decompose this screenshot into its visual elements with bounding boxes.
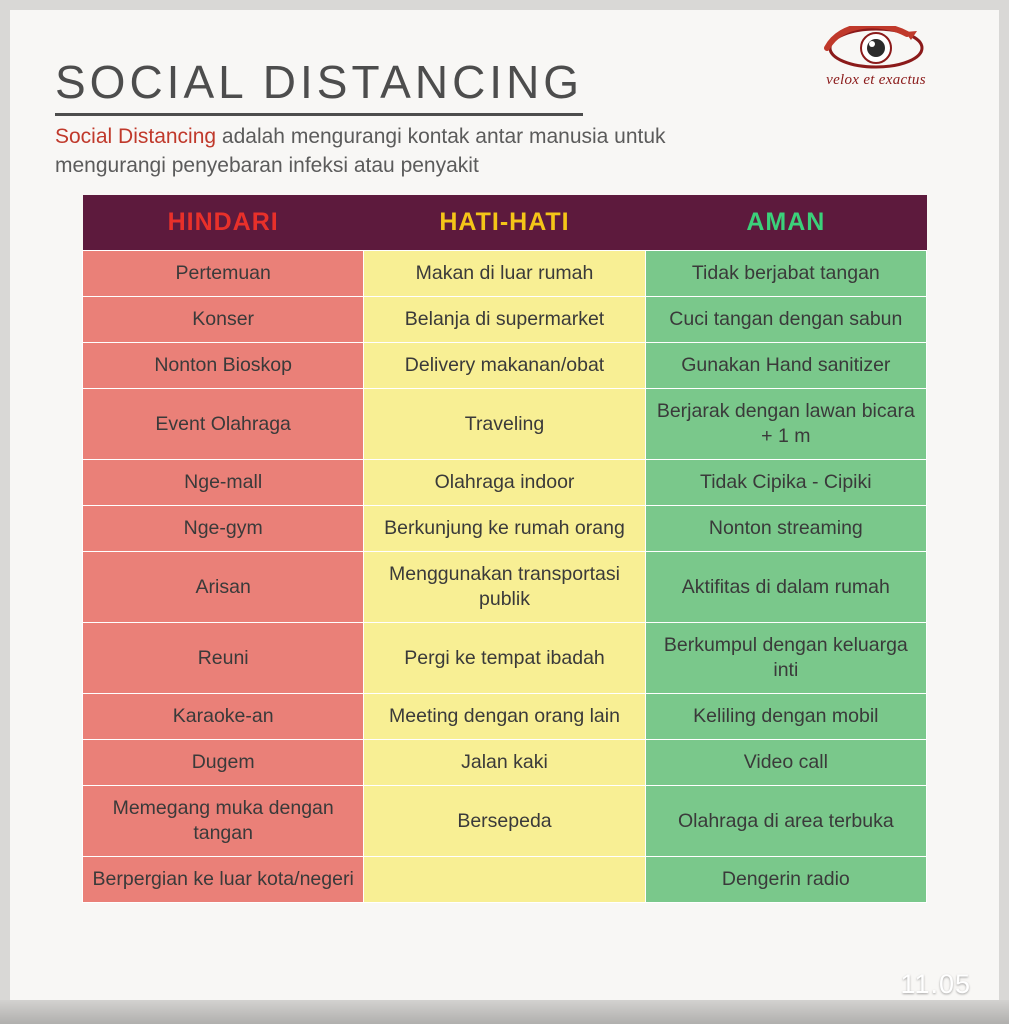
table-header-row — [83, 195, 927, 251]
table-cell: Nonton streaming — [645, 506, 926, 552]
frame-edge-bottom — [0, 1000, 1009, 1024]
table-cell: Memegang muka dengan tangan — [83, 786, 364, 857]
table-row — [83, 343, 927, 389]
table-cell: Event Olahraga — [83, 389, 364, 460]
table-cell: Arisan — [83, 552, 364, 623]
table-header — [83, 195, 927, 251]
eye-logo-icon — [821, 26, 931, 70]
table-body — [83, 251, 927, 903]
table-cell: Olahraga di area terbuka — [645, 786, 926, 857]
table-row — [83, 389, 927, 460]
column-header-safe: AMAN — [645, 195, 926, 251]
table-cell: Bersepeda — [364, 786, 645, 857]
table-cell: Nge-mall — [83, 460, 364, 506]
table-cell: Meeting dengan orang lain — [364, 694, 645, 740]
table-row — [83, 694, 927, 740]
table-row — [83, 857, 927, 903]
table-cell: Tidak berjabat tangan — [645, 251, 926, 297]
subtitle-highlight: Social Distancing — [55, 125, 217, 148]
subtitle-rest: adalah mengurangi kontak antar manusia untuk mengurangi penyebaran infeksi atau penyakit — [55, 125, 666, 177]
table-cell: Reuni — [83, 623, 364, 694]
table-row — [83, 460, 927, 506]
frame-edge-left — [0, 0, 10, 1024]
table-row — [83, 786, 927, 857]
column-header-caution: HATI-HATI — [364, 195, 645, 251]
table-cell: Nonton Bioskop — [83, 343, 364, 389]
table-cell: Berkumpul dengan keluarga inti — [645, 623, 926, 694]
table-cell: Nge-gym — [83, 506, 364, 552]
brand-logo — [811, 26, 941, 89]
table-cell: Video call — [645, 740, 926, 786]
table-cell: Aktifitas di dalam rumah — [645, 552, 926, 623]
table-cell: Makan di luar rumah — [364, 251, 645, 297]
table-cell: Traveling — [364, 389, 645, 460]
table-cell: Delivery makanan/obat — [364, 343, 645, 389]
table-cell: Gunakan Hand sanitizer — [645, 343, 926, 389]
table-cell: Karaoke-an — [83, 694, 364, 740]
table-cell: Konser — [83, 297, 364, 343]
table-cell: Dugem — [83, 740, 364, 786]
table-cell: Tidak Cipika - Cipiki — [645, 460, 926, 506]
table-cell: Keliling dengan mobil — [645, 694, 926, 740]
table-cell: Olahraga indoor — [364, 460, 645, 506]
table-cell: Jalan kaki — [364, 740, 645, 786]
logo-tagline: velox et exactus — [826, 72, 926, 88]
table-cell: Cuci tangan dengan sabun — [645, 297, 926, 343]
table-row — [83, 623, 927, 694]
table-cell: Berpergian ke luar kota/negeri — [83, 857, 364, 903]
infographic-content — [10, 10, 999, 1000]
page-title: SOCIAL DISTANCING — [55, 55, 583, 116]
table-cell: Pertemuan — [83, 251, 364, 297]
table-cell: Berkunjung ke rumah orang — [364, 506, 645, 552]
table-cell — [364, 857, 645, 903]
table-row — [83, 740, 927, 786]
distancing-matrix-table — [82, 195, 927, 903]
table-cell: Menggunakan transportasi publik — [364, 552, 645, 623]
status-clock: 11.05 — [900, 969, 971, 999]
frame-edge-right — [999, 0, 1009, 1024]
table-cell: Dengerin radio — [645, 857, 926, 903]
table-cell: Pergi ke tempat ibadah — [364, 623, 645, 694]
table-cell: Belanja di supermarket — [364, 297, 645, 343]
table-cell: Berjarak dengan lawan bicara + 1 m — [645, 389, 926, 460]
column-header-avoid: HINDARI — [83, 195, 364, 251]
table-row — [83, 297, 927, 343]
table-row — [83, 552, 927, 623]
table-row — [83, 251, 927, 297]
page-subtitle — [55, 122, 755, 180]
table-row — [83, 506, 927, 552]
